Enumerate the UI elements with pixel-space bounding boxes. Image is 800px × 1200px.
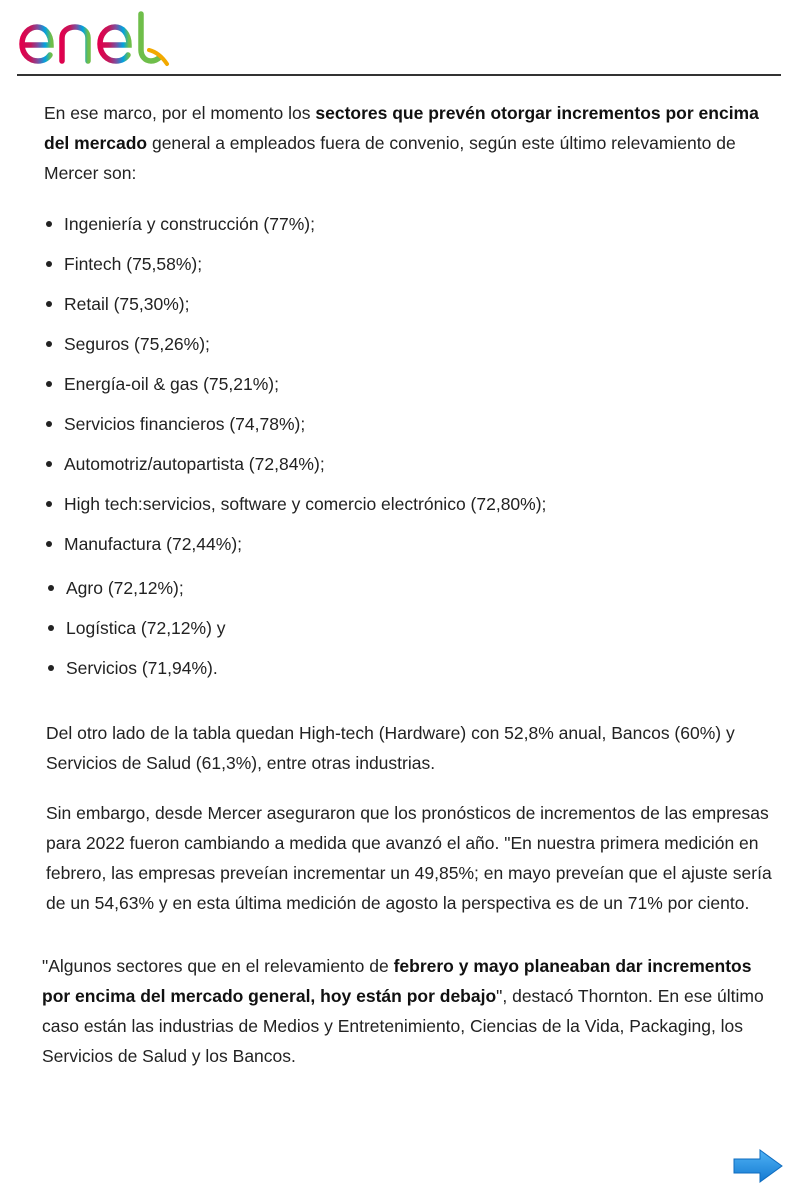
intro-highlight: sectores que prevén otorgar incrementos por encima del mercado (44, 103, 759, 153)
forecast-paragraph: Sin embargo, desde Mercer aseguraron que los pronósticos de incrementos de las empresas para 2022 fueron cambiando a medida que avanzó el año. "En nuestra primera medición en febrero, las empresas preveían incrementar un 49,85%; en mayo preveían que el ajuste sería de un 54,63% y en esta última medición de agosto la perspectiva es de un 71% por ciento. (46, 803, 772, 913)
sector-item: Logística (72,12%) y (44, 612, 784, 652)
sector-item: Seguros (75,26%); (44, 328, 784, 368)
sector-item: Agro (72,12%); (44, 572, 784, 612)
article-body (44, 98, 784, 1071)
sector-item: Servicios (71,94%). (44, 652, 784, 692)
sectors-list-continued (44, 572, 784, 692)
other-side-paragraph: Del otro lado de la tabla quedan High-tech (Hardware) con 52,8% anual, Bancos (60%) y Servicios de Salud (61,3%), entre otras industrias. (46, 723, 735, 773)
sector-item: Ingeniería y construcción (77%); (44, 208, 784, 248)
quote-highlight: febrero y mayo planeaban dar incrementos por encima del mercado general, hoy están por debajo (42, 956, 752, 1006)
page-header (17, 8, 781, 76)
sector-item: Fintech (75,58%); (44, 248, 784, 288)
intro-paragraph: En ese marco, por el momento los sectores que prevén otorgar incrementos por encima del mercado general a empleados fuera de convenio, según este último relevamiento de Mercer son: (44, 103, 759, 183)
next-page-button[interactable] (732, 1148, 784, 1184)
sector-item: High tech:servicios, software y comercio electrónico (72,80%); (44, 488, 784, 528)
enel-logo[interactable] (17, 8, 177, 73)
arrow-right-icon (732, 1148, 784, 1184)
sectors-list (44, 208, 784, 568)
enel-logo-graphic (17, 8, 177, 68)
sector-item: Retail (75,30%); (44, 288, 784, 328)
quote-paragraph: "Algunos sectores que en el relevamiento de febrero y mayo planeaban dar incrementos por encima del mercado general, hoy están por debajo", destacó Thornton. En ese último caso están las industrias de Medios y Entretenimiento, Ciencias de la Vida, Packaging, los Servicios de Salud y los Bancos. (42, 956, 764, 1066)
sector-item: Automotriz/autopartista (72,84%); (44, 448, 784, 488)
sector-item: Servicios financieros (74,78%); (44, 408, 784, 448)
sector-item: Manufactura (72,44%); (44, 528, 784, 568)
sector-item: Energía-oil & gas (75,21%); (44, 368, 784, 408)
